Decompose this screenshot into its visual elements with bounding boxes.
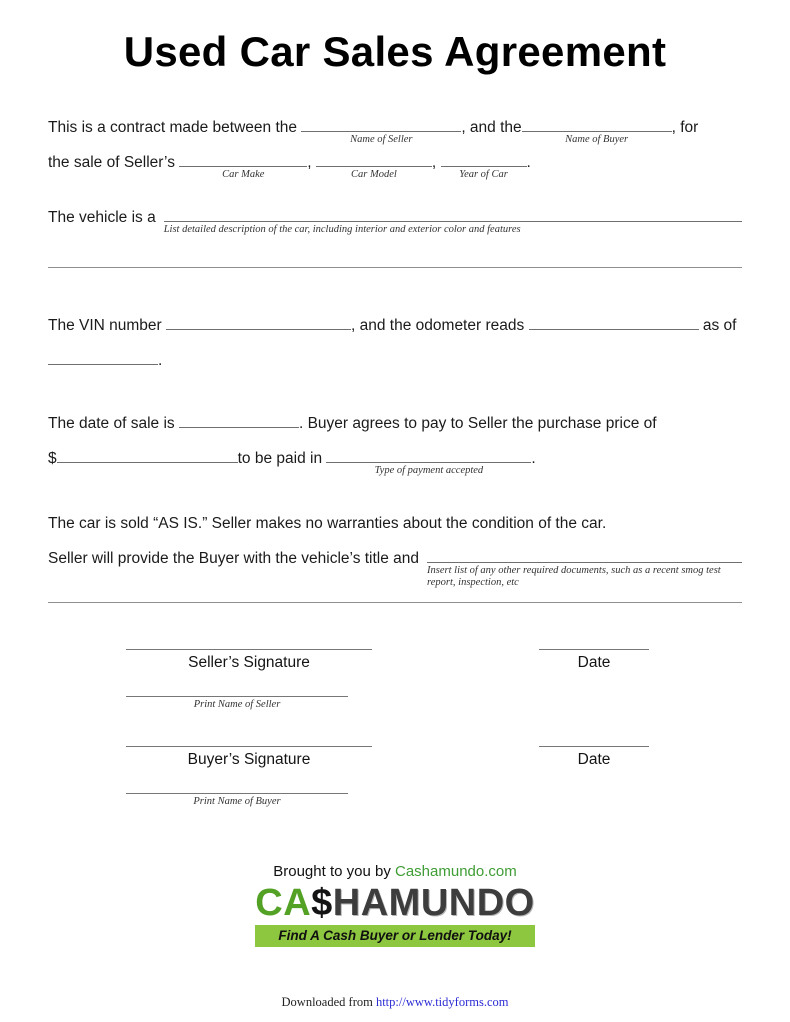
cashamundo-logo [255, 882, 535, 925]
buyer-date-group [539, 746, 649, 769]
blank-vin-number [166, 317, 351, 330]
text-downloaded-prefix: Downloaded from [281, 995, 373, 1009]
paragraph-vehicle-description [48, 200, 742, 235]
text-buyer-agrees: . Buyer agrees to pay to Seller the purchase price of [298, 415, 657, 433]
blank-car-model [316, 154, 432, 181]
text-dollar-sign: $ [48, 450, 57, 468]
text-contract-intro: This is a contract made between the [48, 119, 297, 137]
buyer-signature-label: Buyer’s Signature [187, 751, 311, 769]
seller-signature-label: Seller’s Signature [188, 654, 310, 672]
text-as-of: as of [702, 317, 737, 335]
blank-payment-type [326, 450, 531, 477]
caption-car-model: Car Model [350, 169, 397, 181]
tidyforms-link[interactable]: http://www.tidyforms.com [375, 995, 509, 1009]
text-odometer-reads: , and the odometer reads [351, 317, 525, 335]
text-period: . [158, 352, 163, 370]
text-for: , for [671, 119, 699, 137]
blank-vehicle-description [163, 209, 742, 236]
text-period: . [531, 450, 536, 468]
seller-print-name-group [126, 696, 348, 710]
blank-odometer-reading [529, 317, 699, 330]
text-comma: , [431, 154, 437, 172]
seller-signature-row [126, 649, 742, 672]
paragraph-as-is [48, 506, 742, 541]
blank-other-documents [427, 550, 742, 589]
blank-buyer-name [522, 119, 672, 146]
brought-to-you-by [48, 863, 742, 880]
paragraph-parties [48, 110, 742, 180]
buyer-date-label: Date [577, 751, 611, 769]
logo-text-dark: HAMUNDO [332, 882, 535, 925]
caption-car-make: Car Make [222, 169, 265, 181]
page-title: Used Car Sales Agreement [123, 28, 667, 75]
brand-footer [48, 863, 742, 947]
text-comma: , [307, 154, 312, 172]
text-and-the: , and the [461, 119, 522, 137]
caption-name-of-buyer: Name of Buyer [565, 134, 629, 146]
seller-date-label: Date [577, 654, 611, 672]
text-date-of-sale: The date of sale is [48, 415, 175, 433]
text-vehicle-is-a: The vehicle is a [48, 209, 156, 227]
caption-print-name-of-seller: Print Name of Seller [193, 699, 281, 711]
seller-signature-group [126, 649, 372, 672]
paragraph-vin-odometer [48, 308, 742, 378]
caption-payment-type: Type of payment accepted [374, 465, 484, 477]
blank-seller-name [301, 119, 461, 146]
blank-car-make [179, 154, 307, 181]
vehicle-description-continuation-line [48, 267, 742, 268]
caption-print-name-of-buyer: Print Name of Buyer [193, 796, 281, 808]
document-content [0, 28, 790, 947]
text-brought-prefix: Brought to you by [273, 863, 391, 881]
documents-continuation-line [48, 602, 742, 603]
cashamundo-logo-box [255, 884, 534, 947]
caption-other-documents: Insert list of any other required documents, such as a recent smog test report, inspection, etc [427, 565, 721, 589]
caption-year-of-car: Year of Car [459, 169, 508, 181]
blank-purchase-price [57, 450, 238, 463]
seller-date-group [539, 649, 649, 672]
text-to-be-paid-in: to be paid in [237, 450, 323, 468]
blank-year-of-car [441, 154, 527, 181]
downloaded-footer [0, 995, 790, 1010]
text-period: . [526, 154, 531, 172]
caption-vehicle-description: List detailed description of the car, including interior and exterior color and features [163, 224, 521, 236]
blank-date-of-sale [179, 415, 299, 428]
signature-section [126, 649, 742, 807]
cashamundo-tagline: Find A Cash Buyer or Lender Today! [255, 925, 534, 947]
dollar-sign-icon: $ [311, 882, 333, 925]
paragraph-sale-terms [48, 406, 742, 476]
logo-text-green: CA [255, 882, 312, 925]
text-sale-of-sellers: the sale of Seller’s [48, 154, 175, 172]
cashamundo-link[interactable]: Cashamundo.com [395, 863, 517, 881]
text-as-is-clause: The car is sold “AS IS.” Seller makes no warranties about the condition of the car. [48, 515, 607, 533]
paragraph-title-documents [48, 541, 742, 589]
caption-name-of-seller: Name of Seller [350, 134, 413, 146]
buyer-signature-group [126, 746, 372, 769]
buyer-print-name-group [126, 793, 348, 807]
text-provide-title: Seller will provide the Buyer with the vehicle’s title and [48, 550, 420, 568]
buyer-signature-row [126, 746, 742, 769]
text-vin-number: The VIN number [48, 317, 162, 335]
blank-odometer-date [48, 352, 158, 365]
